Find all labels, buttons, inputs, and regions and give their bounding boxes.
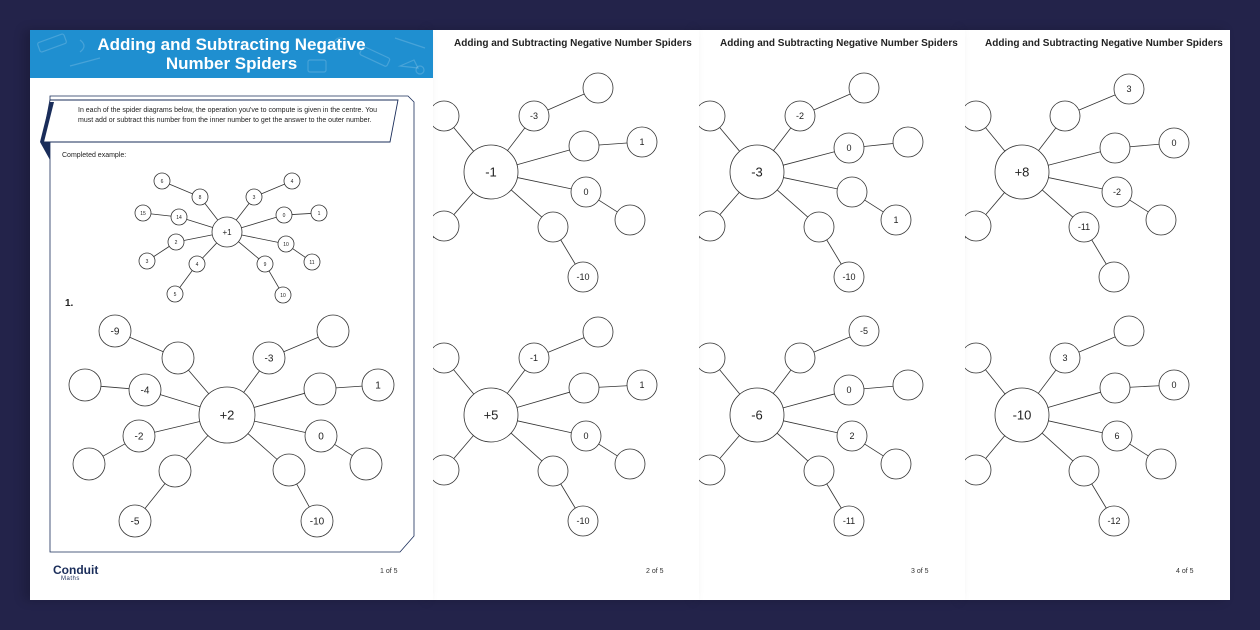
page-1-spiders — [30, 30, 433, 600]
spider-diagram — [432, 73, 657, 292]
spider-leg-line — [454, 436, 474, 459]
spider-leg-line — [186, 436, 208, 460]
spider-leg-line — [986, 128, 1005, 152]
spider-outer-value: 11 — [309, 259, 315, 266]
spider-leg-line — [1048, 421, 1102, 433]
spider-leg-line — [548, 338, 584, 353]
page-number: 4 of 5 — [1176, 568, 1194, 575]
spider-leg-line — [783, 421, 837, 433]
spider-outer-circle — [317, 315, 349, 347]
spider-leg-line — [517, 150, 570, 165]
spider-leg-line — [1038, 370, 1056, 393]
page-header: Adding and Subtracting Negative Number Spiders — [985, 38, 1223, 49]
spider-leg-line — [103, 444, 125, 456]
spider-inner-circle — [159, 455, 191, 487]
spider-outer-value: 3 — [1126, 84, 1132, 95]
page-4-spiders — [965, 30, 1230, 600]
spider-leg-line — [205, 203, 218, 220]
spider-inner-value: 9 — [263, 261, 267, 268]
title-line-2: Number Spiders — [165, 54, 298, 73]
spider-inner-value: 3 — [1062, 353, 1068, 364]
spider-inner-value: 8 — [198, 194, 202, 201]
spider-leg-line — [336, 386, 362, 388]
spider-inner-circle — [1100, 133, 1130, 163]
spider-inner-value: 0 — [583, 431, 589, 442]
spider-leg-line — [986, 436, 1005, 459]
spider-inner-value: 0 — [583, 187, 589, 198]
spider-leg-line — [248, 434, 277, 460]
spider-leg-line — [154, 246, 170, 256]
spider-inner-circle — [804, 456, 834, 486]
spider-outer-circle — [1146, 449, 1176, 479]
spider-leg-line — [773, 370, 791, 393]
spider-leg-line — [511, 190, 542, 217]
spider-outer-value: -10 — [842, 272, 856, 283]
spider-outer-value: -5 — [859, 326, 869, 337]
spider-outer-circle — [849, 73, 879, 103]
spider-inner-circle — [538, 456, 568, 486]
spider-leg-line — [720, 127, 740, 151]
instructions-text: In each of the spider diagrams below, the operation you've to compute is given in the centre. You must add or subtract this number from the inner number to get the answer to the outer number. — [78, 107, 378, 124]
spider-leg-line — [335, 444, 353, 455]
spider-inner-value: 0 — [846, 385, 852, 396]
spider-leg-line — [561, 484, 576, 508]
spider-inner-value: 6 — [1114, 431, 1120, 442]
spider-leg-line — [454, 127, 474, 151]
spider-leg-line — [561, 240, 576, 264]
spider-inner-value: 0 — [846, 143, 852, 154]
page-2-spiders — [432, 30, 699, 600]
spider-diagram — [965, 74, 1189, 292]
spider-inner-circle — [538, 212, 568, 242]
spider-outer-value: 1 — [317, 210, 321, 217]
title-line-1: Adding and Subtracting Negative — [97, 35, 366, 54]
spider-inner-circle — [965, 211, 991, 241]
spider-leg-line — [242, 235, 278, 242]
spider-diagram — [965, 315, 1189, 536]
spider-inner-circle — [837, 177, 867, 207]
spider-inner-circle — [1050, 101, 1080, 131]
spider-inner-value: 0 — [282, 212, 286, 219]
spider-outer-value: -5 — [130, 516, 140, 528]
spider-inner-circle — [965, 101, 991, 131]
spider-center-value: -6 — [751, 407, 763, 423]
spider-center-value: -3 — [751, 164, 763, 180]
spider-outer-value: 0 — [1171, 138, 1177, 149]
spider-inner-value: 10 — [283, 241, 289, 248]
page-number: 3 of 5 — [911, 568, 929, 575]
spider-leg-line — [511, 433, 542, 461]
spider-inner-value: 2 — [849, 431, 855, 442]
spider-leg-line — [720, 370, 740, 395]
spider-leg-line — [777, 433, 808, 461]
worksheet-page-2 — [432, 30, 699, 600]
spider-outer-circle — [69, 369, 101, 401]
spider-inner-circle — [304, 373, 336, 405]
spider-center-value: +5 — [483, 407, 499, 423]
spider-inner-circle — [965, 343, 991, 373]
spider-inner-circle — [785, 343, 815, 373]
spider-leg-line — [773, 128, 790, 151]
spider-leg-line — [1130, 386, 1159, 387]
spider-outer-value: -10 — [576, 272, 590, 283]
question-number: 1. — [65, 298, 74, 309]
spider-leg-line — [599, 386, 627, 387]
spider-leg-line — [1079, 337, 1115, 352]
spider-inner-circle — [1069, 456, 1099, 486]
spider-outer-value: -9 — [110, 326, 120, 338]
spider-leg-line — [814, 94, 851, 110]
spider-leg-line — [1048, 392, 1101, 407]
spider-inner-circle — [699, 455, 725, 485]
spider-leg-line — [202, 243, 216, 258]
example-label: Completed example: — [62, 152, 127, 159]
spider-leg-line — [783, 394, 834, 408]
spider-leg-line — [293, 249, 306, 258]
spider-inner-circle — [569, 373, 599, 403]
page-number: 1 of 5 — [380, 568, 398, 575]
spider-inner-circle — [432, 101, 459, 131]
spider-inner-value: -2 — [1112, 187, 1122, 198]
spider-center-value: +8 — [1014, 164, 1030, 180]
spider-outer-value: 4 — [290, 178, 294, 185]
spider-leg-line — [1079, 95, 1115, 110]
spider-leg-line — [599, 444, 618, 456]
spider-leg-line — [783, 152, 834, 165]
spider-inner-value: 0 — [318, 431, 324, 443]
spider-leg-line — [864, 386, 893, 388]
spider-inner-circle — [432, 455, 459, 485]
spider-outer-value: 1 — [893, 215, 899, 226]
spider-inner-circle — [569, 131, 599, 161]
spider-diagram — [699, 73, 923, 292]
spider-inner-circle — [432, 343, 459, 373]
spider-leg-line — [454, 370, 474, 395]
spider-leg-line — [130, 337, 164, 351]
spider-leg-line — [985, 370, 1005, 394]
spider-leg-line — [297, 484, 310, 507]
spider-inner-value: -3 — [529, 111, 539, 122]
spider-inner-value: -3 — [264, 353, 274, 365]
spider-outer-value: -10 — [309, 516, 325, 528]
spider-inner-circle — [162, 342, 194, 374]
page-header: Adding and Subtracting Negative Number Spiders — [454, 38, 692, 49]
spider-leg-line — [777, 190, 808, 217]
spider-inner-value: -2 — [134, 431, 144, 443]
spider-leg-line — [865, 200, 884, 212]
spider-leg-line — [1038, 128, 1055, 151]
spider-outer-value: 0 — [1171, 380, 1177, 391]
spider-leg-line — [1042, 190, 1073, 217]
spider-inner-circle — [432, 211, 459, 241]
spider-leg-line — [827, 240, 842, 264]
spider-outer-value: -10 — [576, 516, 590, 527]
spider-outer-value: -12 — [1107, 516, 1121, 527]
spider-outer-circle — [615, 449, 645, 479]
spider-outer-circle — [583, 317, 613, 347]
spider-inner-circle — [699, 101, 725, 131]
spider-leg-line — [241, 217, 276, 227]
spider-leg-line — [986, 193, 1005, 215]
spider-outer-value: 6 — [160, 178, 164, 185]
spider-leg-line — [1092, 240, 1107, 264]
spider-inner-circle — [699, 343, 725, 373]
spider-center-value: +1 — [222, 227, 232, 237]
spider-leg-line — [865, 444, 884, 456]
spider-inner-circle — [1100, 373, 1130, 403]
spider-inner-value: -4 — [140, 385, 150, 397]
spider-inner-value: -11 — [1077, 222, 1091, 233]
spider-outer-value: 3 — [145, 258, 149, 265]
page-number: 2 of 5 — [646, 568, 664, 575]
spider-leg-line — [145, 483, 165, 508]
spider-leg-line — [814, 337, 850, 352]
spider-leg-line — [169, 184, 192, 194]
spider-center-value: -10 — [1012, 407, 1032, 423]
spider-outer-circle — [1099, 262, 1129, 292]
spider-center-value: +2 — [219, 407, 235, 423]
page-header: Adding and Subtracting Negative Number Spiders — [720, 38, 958, 49]
worksheet-page-4 — [965, 30, 1230, 600]
spider-outer-circle — [583, 73, 613, 103]
spider-leg-line — [187, 219, 213, 227]
spider-outer-circle — [1146, 205, 1176, 235]
spider-leg-line — [254, 393, 305, 407]
spider-diagram — [432, 315, 657, 536]
spider-leg-line — [1048, 152, 1100, 166]
spider-leg-line — [151, 214, 171, 216]
spider-inner-value: 14 — [176, 214, 182, 221]
spider-inner-circle — [804, 212, 834, 242]
spider-outer-value: -11 — [842, 516, 856, 527]
spider-outer-value: 5 — [173, 291, 177, 298]
spider-leg-line — [517, 421, 571, 433]
spider-leg-line — [284, 337, 319, 352]
spider-leg-line — [965, 237, 966, 249]
spider-inner-value: -2 — [795, 111, 805, 122]
spider-leg-line — [160, 395, 200, 407]
spider-leg-line — [188, 370, 208, 394]
spider-inner-value: 2 — [174, 239, 178, 246]
spider-leg-line — [1130, 200, 1149, 212]
spider-leg-line — [507, 128, 524, 151]
spider-outer-circle — [893, 370, 923, 400]
spider-leg-line — [254, 421, 305, 432]
spider-leg-line — [1130, 144, 1159, 146]
spider-outer-value: 1 — [639, 137, 645, 148]
spider-inner-value: 4 — [195, 261, 199, 268]
spider-inner-circle — [273, 454, 305, 486]
spider-inner-circle — [699, 211, 725, 241]
spider-leg-line — [1042, 433, 1073, 461]
spider-leg-line — [184, 235, 212, 241]
spider-diagram — [699, 315, 923, 536]
conduit-logo: Conduit — [53, 563, 99, 577]
spider-outer-circle — [881, 449, 911, 479]
worksheet-page-3 — [699, 30, 965, 600]
spider-leg-line — [864, 144, 893, 147]
spider-leg-line — [507, 370, 525, 393]
spider-inner-value: -1 — [529, 353, 539, 364]
spider-leg-line — [454, 192, 473, 214]
spider-leg-line — [517, 392, 570, 407]
spider-leg-line — [269, 271, 279, 288]
spider-leg-line — [1130, 444, 1149, 456]
spider-outer-circle — [893, 127, 923, 157]
spider-outer-circle — [1114, 316, 1144, 346]
spider-outer-circle — [73, 448, 105, 480]
spider-leg-line — [1048, 178, 1102, 189]
spider-inner-value: 3 — [252, 194, 256, 201]
logo-subtitle: Maths — [61, 576, 80, 582]
spider-outer-value: 15 — [140, 210, 146, 217]
spider-outer-value: 10 — [280, 292, 286, 299]
spider-inner-circle — [965, 455, 991, 485]
spider-leg-line — [517, 178, 571, 189]
spider-leg-line — [599, 200, 618, 212]
spider-leg-line — [783, 178, 837, 189]
spider-leg-line — [720, 436, 740, 459]
spider-outer-value: 1 — [639, 380, 645, 391]
spider-leg-line — [236, 203, 249, 220]
spider-leg-line — [720, 192, 739, 214]
worksheet-page-1 — [30, 30, 433, 600]
spider-diagram — [135, 173, 327, 303]
spider-leg-line — [548, 94, 585, 110]
spider-leg-line — [699, 237, 700, 249]
spider-leg-line — [599, 143, 627, 145]
spider-leg-line — [827, 484, 842, 508]
spider-leg-line — [244, 371, 260, 393]
spider-outer-value: 1 — [375, 380, 381, 392]
spider-leg-line — [292, 213, 311, 214]
spider-leg-line — [238, 242, 258, 259]
spider-leg-line — [261, 184, 284, 194]
spider-leg-line — [180, 270, 193, 287]
spider-diagram — [69, 315, 394, 537]
spider-leg-line — [101, 386, 129, 388]
spider-leg-line — [155, 421, 200, 432]
spider-center-value: -1 — [485, 164, 497, 180]
page-3-spiders — [699, 30, 965, 600]
spider-leg-line — [1092, 484, 1107, 508]
spider-outer-circle — [350, 448, 382, 480]
spider-outer-circle — [615, 205, 645, 235]
